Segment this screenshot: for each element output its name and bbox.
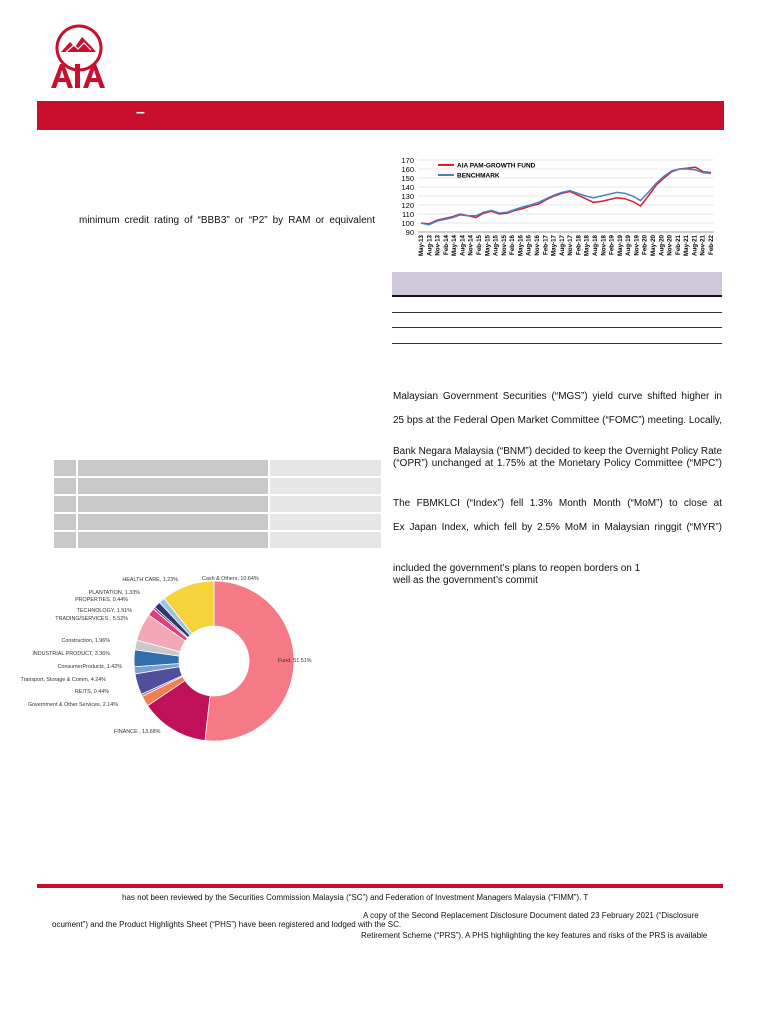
x-tick-label: May-17 xyxy=(550,235,558,256)
y-tick-label: 140 xyxy=(401,183,414,192)
x-tick-label: Nov-21 xyxy=(699,235,707,256)
x-tick-label: May-19 xyxy=(616,235,624,256)
x-tick-label: Nov-20 xyxy=(666,235,674,256)
legend-label: BENCHMARK xyxy=(457,172,500,180)
table-divider xyxy=(392,327,722,328)
y-tick-label: 170 xyxy=(401,156,414,165)
slice-label: REITS, 0.44% xyxy=(74,689,109,695)
sector-allocation-donut-chart xyxy=(20,575,384,745)
table-row xyxy=(54,532,381,548)
slice-label: PROPERTIES, 0.44% xyxy=(75,597,128,603)
holdings-table xyxy=(54,460,381,550)
x-tick-label: Nov-13 xyxy=(434,235,442,256)
y-tick-label: 100 xyxy=(401,219,414,228)
slice-label: HEALTH CARE, 1.23% xyxy=(122,577,178,583)
x-tick-label: Feb-14 xyxy=(442,235,450,255)
y-tick-label: 130 xyxy=(401,192,414,201)
market-review-text: Malaysian Government Securities (“MGS”) yield curve shifted higher in 25 bps at the Federal Open Market Committee (“FOMC”) meeting. Locally, Bank Negara Malaysia (“BNM”) decided to keep the Overnight Policy Rate (“OPR”) unchanged at 1.75% at the Monetary Policy Committee (“MPC”) The FBMKLCI (“Index”) fell 1.3% Month Month (“MoM”) to close at Ex Japan Index, which fell by 2.5% MoM in Malaysian ringgit (“MYR”) included the government’s plans to reopen borders on 1 well as the government’s commit xyxy=(393,391,722,586)
y-tick-label: 150 xyxy=(401,174,414,183)
x-tick-label: Aug-16 xyxy=(525,235,533,256)
x-tick-label: May-14 xyxy=(451,235,459,256)
footer-rule xyxy=(37,884,723,888)
performance-table-header xyxy=(392,272,722,297)
table-row xyxy=(54,460,381,476)
x-tick-label: Aug-15 xyxy=(492,235,500,256)
slice-label: Cash & Others, 10.64% xyxy=(202,576,259,582)
x-tick-label: Feb-20 xyxy=(641,235,649,255)
x-tick-label: Nov-16 xyxy=(534,235,541,256)
x-tick-label: Nov-18 xyxy=(600,235,608,256)
x-tick-label: May-18 xyxy=(583,235,591,256)
slice-label: PLANTATION, 1.33% xyxy=(88,590,140,596)
slice-label: INDUSTRIAL PRODUCT, 3.36% xyxy=(32,651,110,657)
x-tick-label: Aug-14 xyxy=(459,235,467,256)
y-tick-label: 90 xyxy=(405,228,414,237)
x-tick-label: May-21 xyxy=(683,235,691,256)
x-tick-label: Aug-18 xyxy=(592,235,599,256)
x-tick-label: Nov-15 xyxy=(500,235,508,256)
slice-label: TECHNOLOGY, 1.51% xyxy=(76,608,132,614)
slice-label: Transport, Storage & Comm, 4.24% xyxy=(20,677,106,683)
x-tick-label: Aug-19 xyxy=(625,235,633,256)
x-tick-label: Aug-21 xyxy=(691,235,699,256)
x-tick-label: May-13 xyxy=(418,235,425,256)
x-tick-label: May-15 xyxy=(484,235,492,256)
y-tick-label: 110 xyxy=(402,210,414,219)
slice-label: ConsumerProducts, 1.42% xyxy=(57,664,122,670)
legend-label: AIA PAM-GROWTH FUND xyxy=(457,162,536,170)
slice-label: Construction, 1.96% xyxy=(61,638,110,644)
y-tick-label: 120 xyxy=(401,201,414,210)
table-row xyxy=(54,478,381,494)
table-divider xyxy=(392,343,722,344)
x-tick-label: Nov-19 xyxy=(633,235,641,256)
table-divider xyxy=(392,312,722,313)
y-tick-label: 160 xyxy=(401,165,414,174)
x-tick-label: Aug-17 xyxy=(558,235,566,256)
performance-line-chart xyxy=(392,154,722,272)
table-row xyxy=(54,496,381,512)
x-tick-label: Feb-21 xyxy=(674,235,682,255)
aia-logo xyxy=(44,22,114,92)
banner-dash: – xyxy=(136,104,145,121)
slice-label: FINANCE , 13.68% xyxy=(114,729,161,735)
x-tick-label: Feb-17 xyxy=(542,235,550,255)
footer-line: has not been reviewed by the Securities Commission Malaysia (“SC”) and Federation of Investment Managers Malaysia (“FIMM”). T xyxy=(122,893,589,902)
slice-label: Fund, 51.51% xyxy=(278,658,312,664)
slice-label: Government & Other Services, 2.14% xyxy=(27,702,118,708)
x-tick-label: Aug-20 xyxy=(658,235,666,256)
x-tick-label: Feb-15 xyxy=(476,235,483,255)
footer-line: Retirement Scheme (“PRS”). A PHS highlighting the key features and risks of the PRS is available xyxy=(361,931,708,940)
x-tick-label: Aug-13 xyxy=(426,235,434,256)
x-tick-label: May-16 xyxy=(517,235,525,256)
footer-line: ocument”) and the Product Highlights Sheet (“PHS”) have been registered and lodged with the SC. xyxy=(52,920,402,929)
x-tick-label: Nov-14 xyxy=(467,235,475,256)
x-tick-label: Nov-17 xyxy=(567,235,575,256)
footer-line: A copy of the Second Replacement Disclosure Document dated 23 February 2021 (“Disclosure xyxy=(363,911,699,920)
credit-rating-text: minimum credit rating of “BBB3” or “P2” by RAM or equivalent xyxy=(79,215,375,226)
x-tick-label: Feb-16 xyxy=(509,235,517,255)
x-tick-label: Feb-18 xyxy=(575,235,583,255)
slice-label: TRADING/SERVICES , 5.52% xyxy=(55,616,128,622)
x-tick-label: May-20 xyxy=(650,235,657,256)
x-tick-label: Feb-22 xyxy=(708,235,715,255)
table-row xyxy=(54,514,381,530)
x-tick-label: Feb-19 xyxy=(608,235,616,255)
